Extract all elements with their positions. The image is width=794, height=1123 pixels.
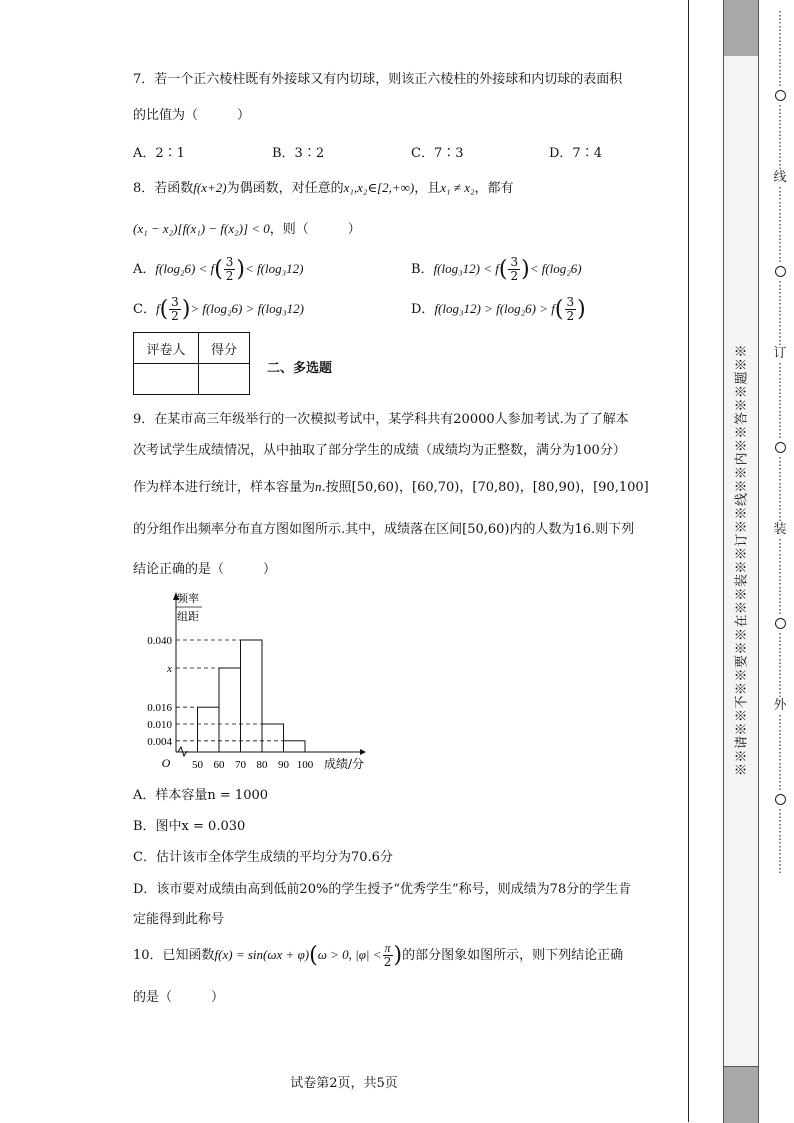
q7-line2: 的比值为（ ） [133,108,251,123]
x-tick-label: 60 [213,759,225,771]
q9-option-d-line2: 定能得到此称号 [133,912,225,927]
section-title: 二、多选题 [267,361,333,376]
q9-line4: 的分组作出频率分布直方图如图所示.其中，成绩落在区间[50,60)内的人数为16.则下列 [133,522,635,537]
page-footer: 试卷第2页，共5页 [290,1076,398,1091]
seal-ring-icon [775,442,786,453]
seal-ring-icon [775,90,786,101]
q9-line2: 次考试学生成绩情况，从中抽取了部分学生的成绩（成绩均为正整数，满分为100分） [133,443,626,458]
x-tick-label: 100 [296,759,314,771]
frequency-histogram [128,588,378,774]
q10-line2: 的是（ ） [133,990,225,1005]
histogram-bar [284,741,306,752]
binding-border [688,0,689,1122]
q10-line1: 10．已知函数f(x) = sin(ωx + φ)(ω > 0, |φ| < $\frac{\pi}{2}$ )的部分图象如图所示，则下列结论正确 [133,941,624,969]
x-tick-label: 80 [256,759,268,771]
y-tick-label: 0.040 [147,635,172,647]
q8-line1: 8．若函数f(x+2)为偶函数，对任意的x₁,x₂∈[2,+∞)，且x₁ ≠ x₂，都有 [133,180,514,196]
binding-warning: ※※请※※不※※要※※在※※装※※订※※线※※内※※答※※题※※ [734,343,750,777]
q7-option-d: D．7∶4 [549,146,602,161]
reviewer-cell [134,364,199,395]
x-tick-label: 90 [278,759,289,771]
y-tick-label: 0.016 [147,702,172,715]
seal-ring-icon [775,266,786,277]
q7-option-a: A．2∶1 [133,146,185,161]
q8-line2: (x₁ − x₂)[f(x₁) − f(x₂)] < 0，则（ ） [133,221,361,237]
q7-line1: 7．若一个正六棱柱既有外接球又有内切球，则该正六棱柱的外接球和内切球的表面积 [133,72,623,87]
q8-option-d: D．f(log₃12) > f(log₂6) > f( $\frac{3}{2}$ ) [411,295,586,323]
mark-xian: 线 [773,170,787,185]
seal-line-column: ⋮ ⋮ ⋮ ⋮ ⋮ ⋮ ⋮ ⋮ ⋮ ⋮ ⋮ ⋮ ⋮ 线 ⋮ ⋮ ⋮ ⋮ ⋮ ⋮ ⋮ ⋮ ⋮ ⋮ ⋮ ⋮ ⋮ 订 ⋮ ⋮ ⋮ ⋮ ⋮ ⋮ ⋮ ⋮ ⋮ ⋮ ⋮ ⋮ ⋮ 装 ⋮ ⋮ ⋮ ⋮ ⋮ ⋮ ⋮ ⋮ ⋮ ⋮ ⋮ ⋮ ⋮ 外 ⋮ ⋮ ⋮ ⋮ ⋮ ⋮ ⋮ ⋮ ⋮ ⋮ ⋮ ⋮ ⋮ [771,10,789,874]
reviewer-header: 评卷人 [134,333,199,364]
q8-option-b: B．f(log₃12) < f( $\frac{3}{2}$ )< f(log₂6) [411,255,582,283]
y-tick-label: 0.004 [147,735,172,748]
x-axis-arrow [360,749,366,755]
histogram-bar [198,707,220,752]
score-header: 得分 [199,333,250,364]
q9-line1: 9．在某市高三年级举行的一次模拟考试中，某学科共有20000人参加考试.为了了解本 [133,412,629,427]
histogram-bar [262,724,284,752]
histogram-bar [241,640,263,752]
x-tick-label: 50 [192,759,203,771]
y-tick-label: 0.010 [147,719,172,731]
score-cell [199,364,250,395]
q7-option-b: B．3∶2 [272,146,325,161]
x-axis-label: 成绩/分 [324,757,365,771]
y-tick-label: x [167,663,172,675]
mark-wai: 外 [773,698,787,713]
histogram-bar [219,668,241,752]
seal-ring-icon [775,618,786,629]
seal-ring-icon [775,794,786,805]
q8-option-c: C．f( $\frac{3}{2}$ )> f(log₂6) > f(log₃12) [133,295,305,323]
mark-zhuang: 装 [773,522,787,537]
q7-option-c: C．7∶3 [411,146,464,161]
q9-line5: 结论正确的是（ ） [133,562,277,577]
q9-line3: 作为样本进行统计，样本容量为n.按照[50,60)，[60,70)，[70,80)，[80,90)，[90,100] [133,479,649,495]
mark-ding: 订 [773,346,787,361]
score-table [133,332,250,395]
q9-option-d-line1: D．该市要对成绩由高到低前20%的学生授予“优秀学生”称号，则成绩为78分的学生肯 [133,882,632,897]
binding-cap-top [723,0,759,57]
y-label-denominator: 组距 [177,610,199,623]
binding-cap-bottom [723,1066,759,1123]
q9-option-c: C．估计该市全体学生成绩的平均分为70.6分 [133,850,393,865]
y-label-numerator: 频率 [177,592,199,605]
q9-option-b: B．图中x = 0.030 [133,819,246,834]
q8-option-a: A．f(log₂6) < f( $\frac{3}{2}$ )< f(log₃12) [133,255,304,283]
origin-label: O [161,756,171,770]
q9-option-a: A．样本容量n = 1000 [133,788,269,803]
x-tick-label: 70 [235,759,246,771]
